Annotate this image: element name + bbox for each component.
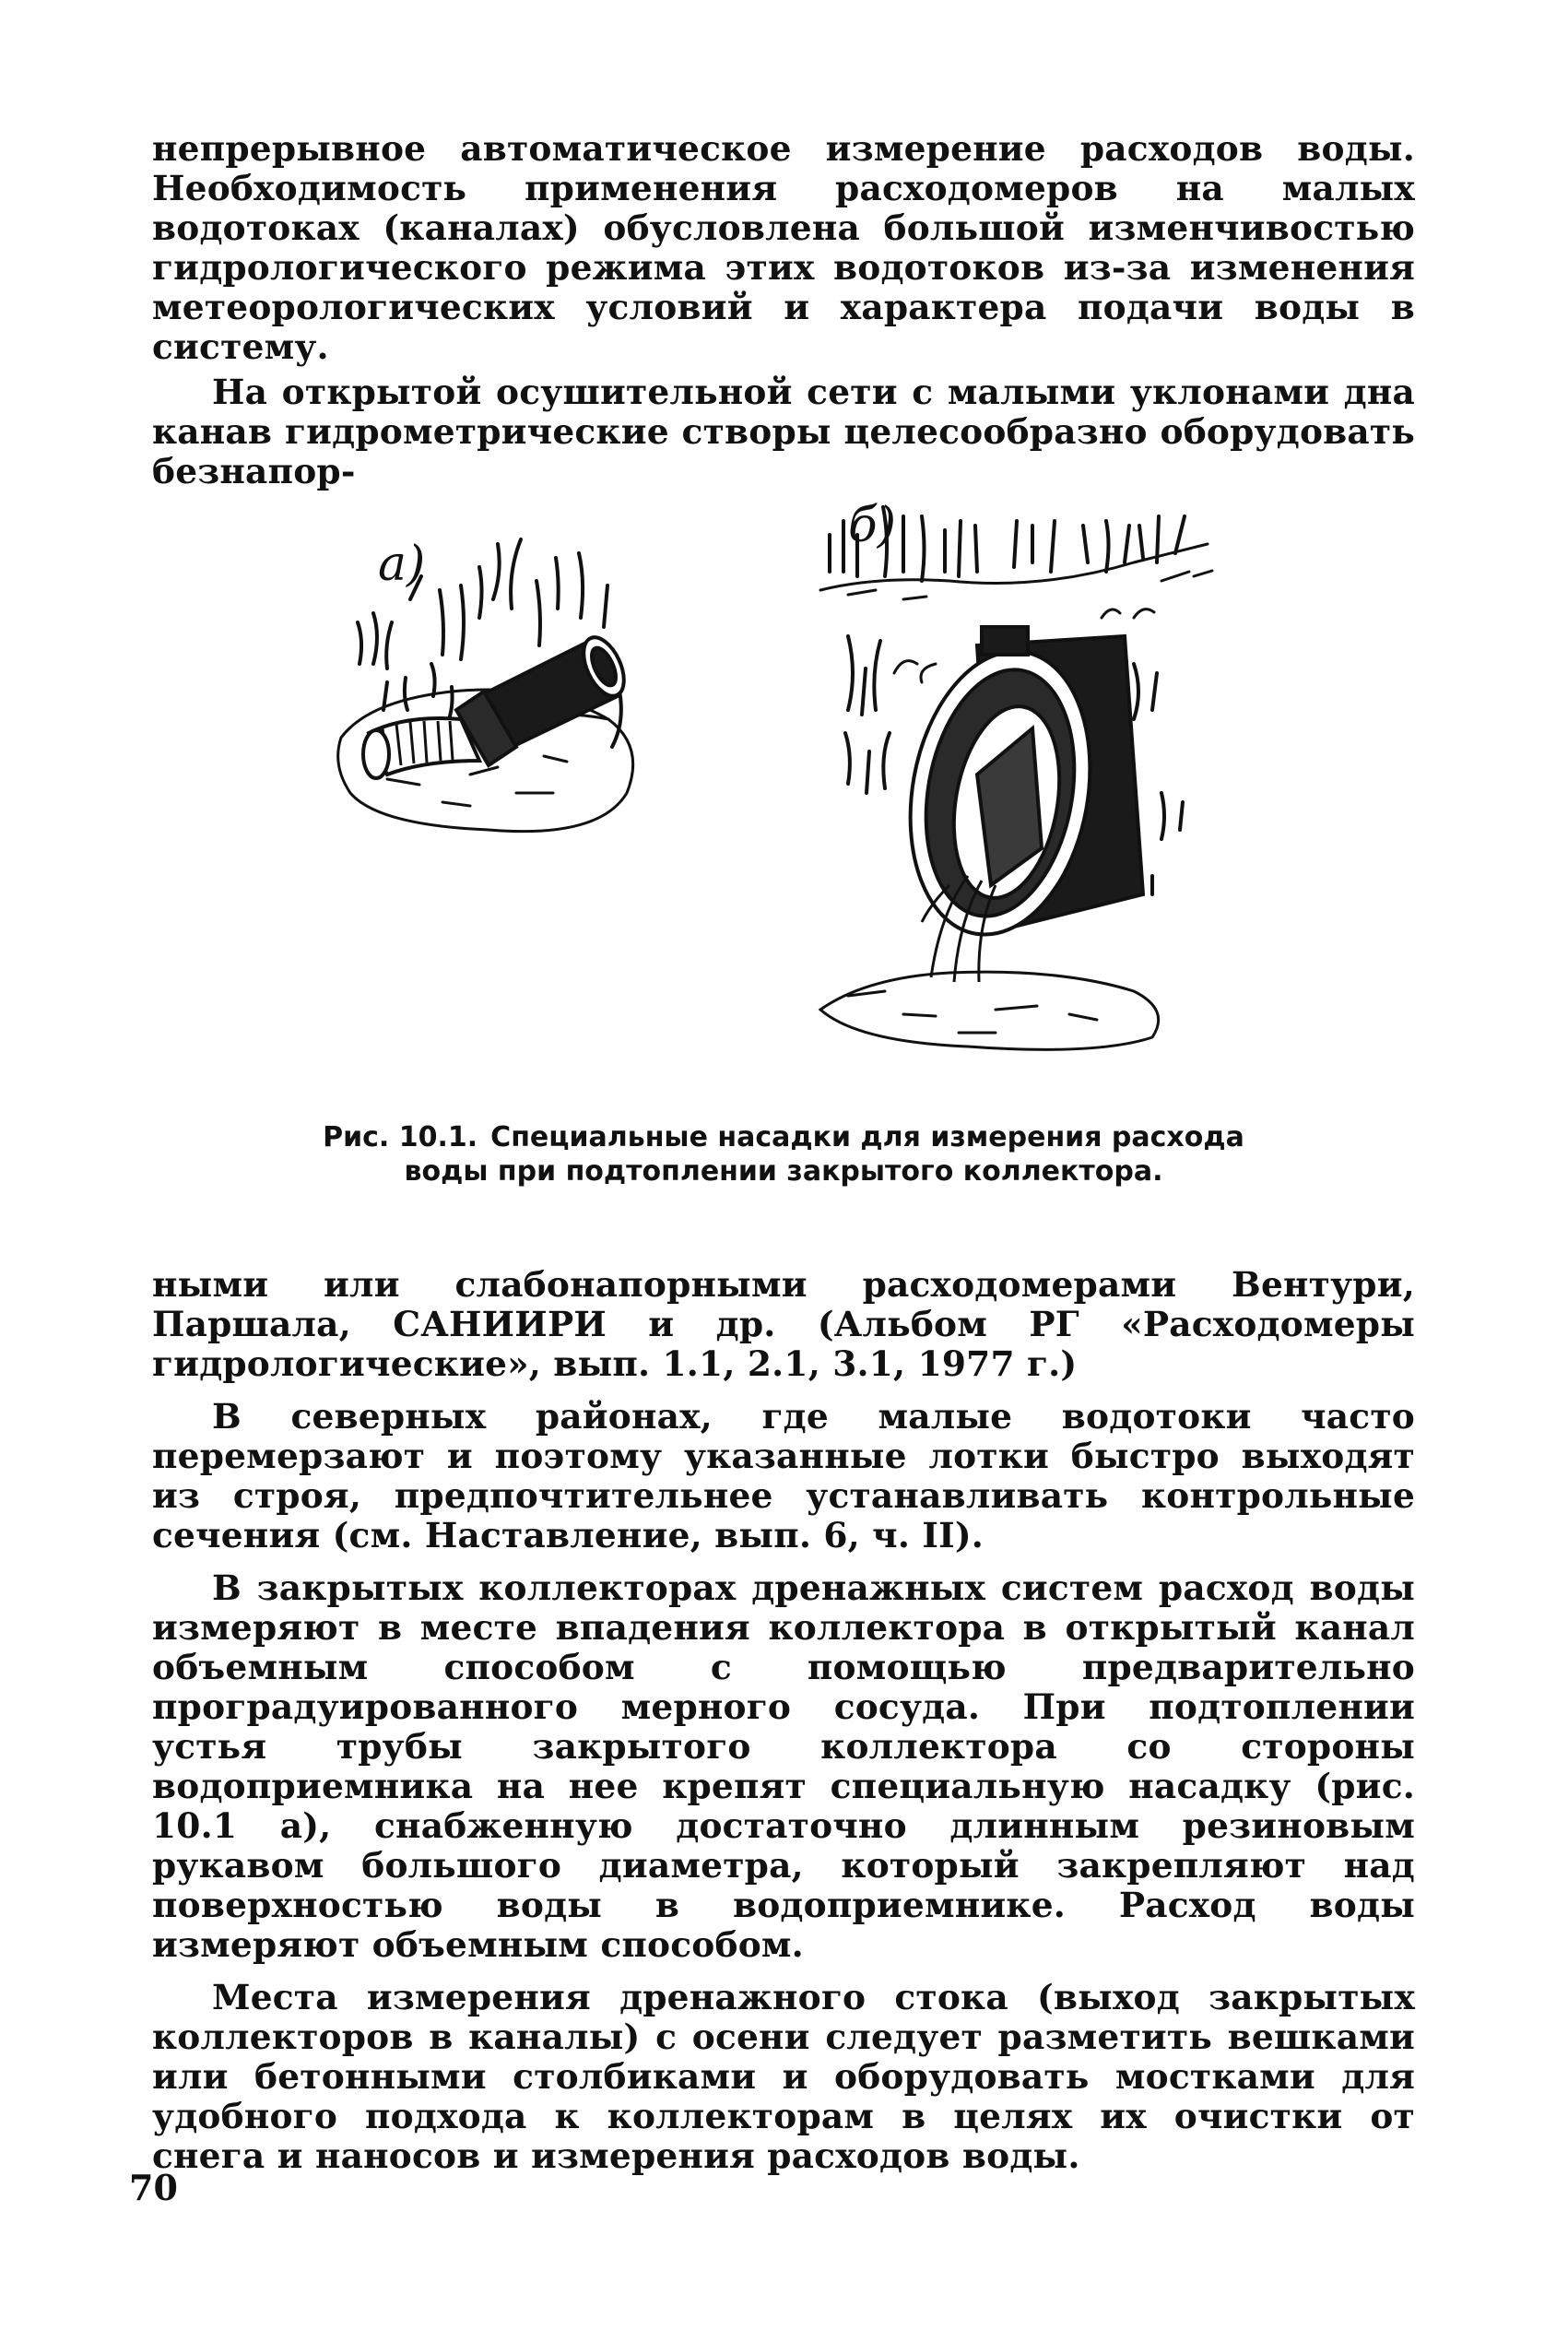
bottom-text-block bbox=[152, 1265, 1415, 2176]
figure-label-b: б) bbox=[848, 498, 897, 553]
pipe-b bbox=[890, 627, 1143, 949]
top-text-block bbox=[152, 129, 1415, 491]
paragraph-flowmeters: ными или слабонапорными расходомерами Вентури, Паршала, САНИИРИ и др. (Альбом РГ «Расходомеры гидрологические», вып. 1.1, 2.1, 3.1, 1977 г.) bbox=[152, 1264, 1415, 1384]
page-number: 70 bbox=[129, 2167, 178, 2208]
paragraph-measurement-sites: Места измерения дренажного стока (выход закрытых коллекторов в каналы) с осени следует разметить вешками или бетонными столбиками и оборудовать мостками для удобного подхода к коллекторам в целях их очистки от снега и наносов и измерения расходов воды. bbox=[152, 1977, 1415, 2176]
paragraph-northern-regions: В северных районах, где малые водотоки часто перемерзают и поэтому указанные лотки быстро выходят из строя, предпочтительнее устанавливать контрольные сечения (см. Наставление, вып. 6, ч. II). bbox=[152, 1396, 1415, 1555]
figure-label-a: а) bbox=[378, 537, 426, 592]
paragraph-open-network: На открытой осушительной сети с малыми уклонами дна канав гидрометрические створы целесообразно оборудовать безнапор- bbox=[152, 372, 1415, 491]
caption-line-1 bbox=[277, 1120, 1291, 1154]
pipe-a bbox=[363, 632, 632, 778]
figure-illustration bbox=[332, 498, 1254, 1051]
figure-caption bbox=[277, 1120, 1291, 1189]
paragraph-continuation: непрерывное автоматическое измерение расходов воды. Необходимость применения расходомеров на малых водотоках (каналах) обусловлена большой изменчивостью гидрологического режима этих водотоков из-за изменения метеорологических условий и характера подачи воды в систему. bbox=[152, 128, 1415, 367]
paragraph-closed-collectors: В закрытых коллекторах дренажных систем расход воды измеряют в месте впадения коллектора в открытый канал объемным способом с помощью предварительно проградуированного мерного сосуда. При подтоплении устья трубы закрытого коллектора со стороны водоприемника на нее крепят специальную насадку (рис. 10.1 а), снабженную достаточно длинным резиновым рукавом большого диаметра, который закрепляют над поверхностью воды в водоприемнике. Расход воды измеряют объемным способом. bbox=[152, 1567, 1415, 1965]
caption-text-1: Специальные насадки для измерения расхода bbox=[490, 1121, 1244, 1153]
caption-number: Рис. 10.1. bbox=[323, 1121, 478, 1153]
caption-line-2: воды при подтоплении закрытого коллектора. bbox=[404, 1155, 1163, 1188]
